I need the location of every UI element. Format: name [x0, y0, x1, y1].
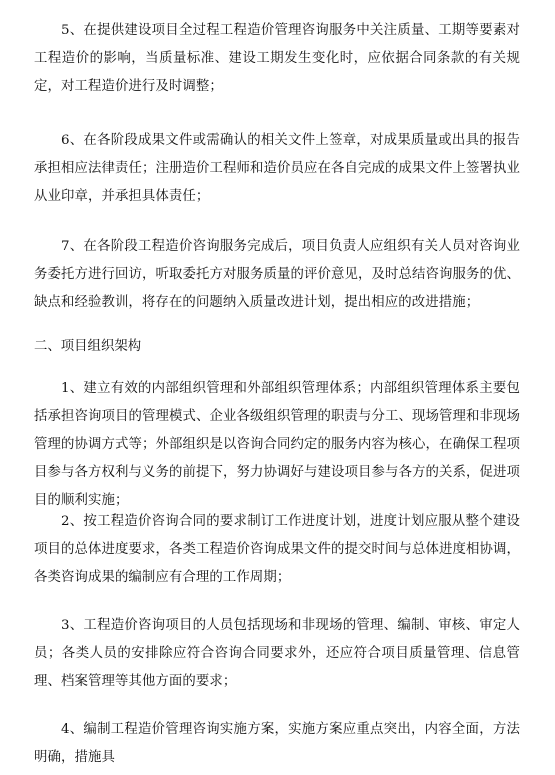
paragraph-item-5: 5、在提供建设项目全过程工程造价管理咨询服务中关注质量、工期等要素对工程造价的影响，当质量标准、建设工期发生变化时，应依据合同条款的有关规定，对工程造价进行及时调整； [34, 23, 520, 94]
section-paragraph-4: 4、编制工程造价管理咨询实施方案，实施方案应重点突出，内容全面，方法明确，措施具 [34, 722, 520, 765]
section-heading: 二、项目组织架构 [34, 339, 142, 354]
section-paragraph-3: 3、工程造价咨询项目的人员包括现场和非现场的管理、编制、审核、审定人员；各类人员的安排除应符合咨询合同要求外，还应符合项目质量管理、信息管理、档案管理等其他方面的要求； [34, 618, 520, 689]
paragraph-item-6: 6、在各阶段成果文件或需确认的相关文件上签章，对成果质量或出具的报告承担相应法律责任；注册造价工程师和造价员应在各自完成的成果文件上签署执业从业印章，并承担具体责任； [34, 133, 520, 204]
section-paragraph-2: 2、按工程造价咨询合同的要求制订工作进度计划，进度计划应服从整个建设项目的总体进度要求，各类工程造价咨询成果文件的提交时间与总体进度相协调，各类咨询成果的编制应有合理的工作周期； [34, 514, 520, 585]
section-paragraph-1: 1、建立有效的内部组织管理和外部组织管理体系；内部组织管理体系主要包括承担咨询项目的管理模式、企业各级组织管理的职责与分工、现场管理和非现场管理的协调方式等；外部组织是以咨询合同约定的服务内容为核心，在确保工程项目参与各方权利与义务的前提下，努力协调好与建设项目参与各方的关系，促进项目的顺利实施； [34, 381, 520, 508]
paragraph-item-7: 7、在各阶段工程造价咨询服务完成后，项目负责人应组织有关人员对咨询业务委托方进行回访，听取委托方对服务质量的评价意见，及时总结咨询服务的优、缺点和经验教训，将存在的问题纳入质量改进计划，提出相应的改进措施； [34, 239, 520, 310]
